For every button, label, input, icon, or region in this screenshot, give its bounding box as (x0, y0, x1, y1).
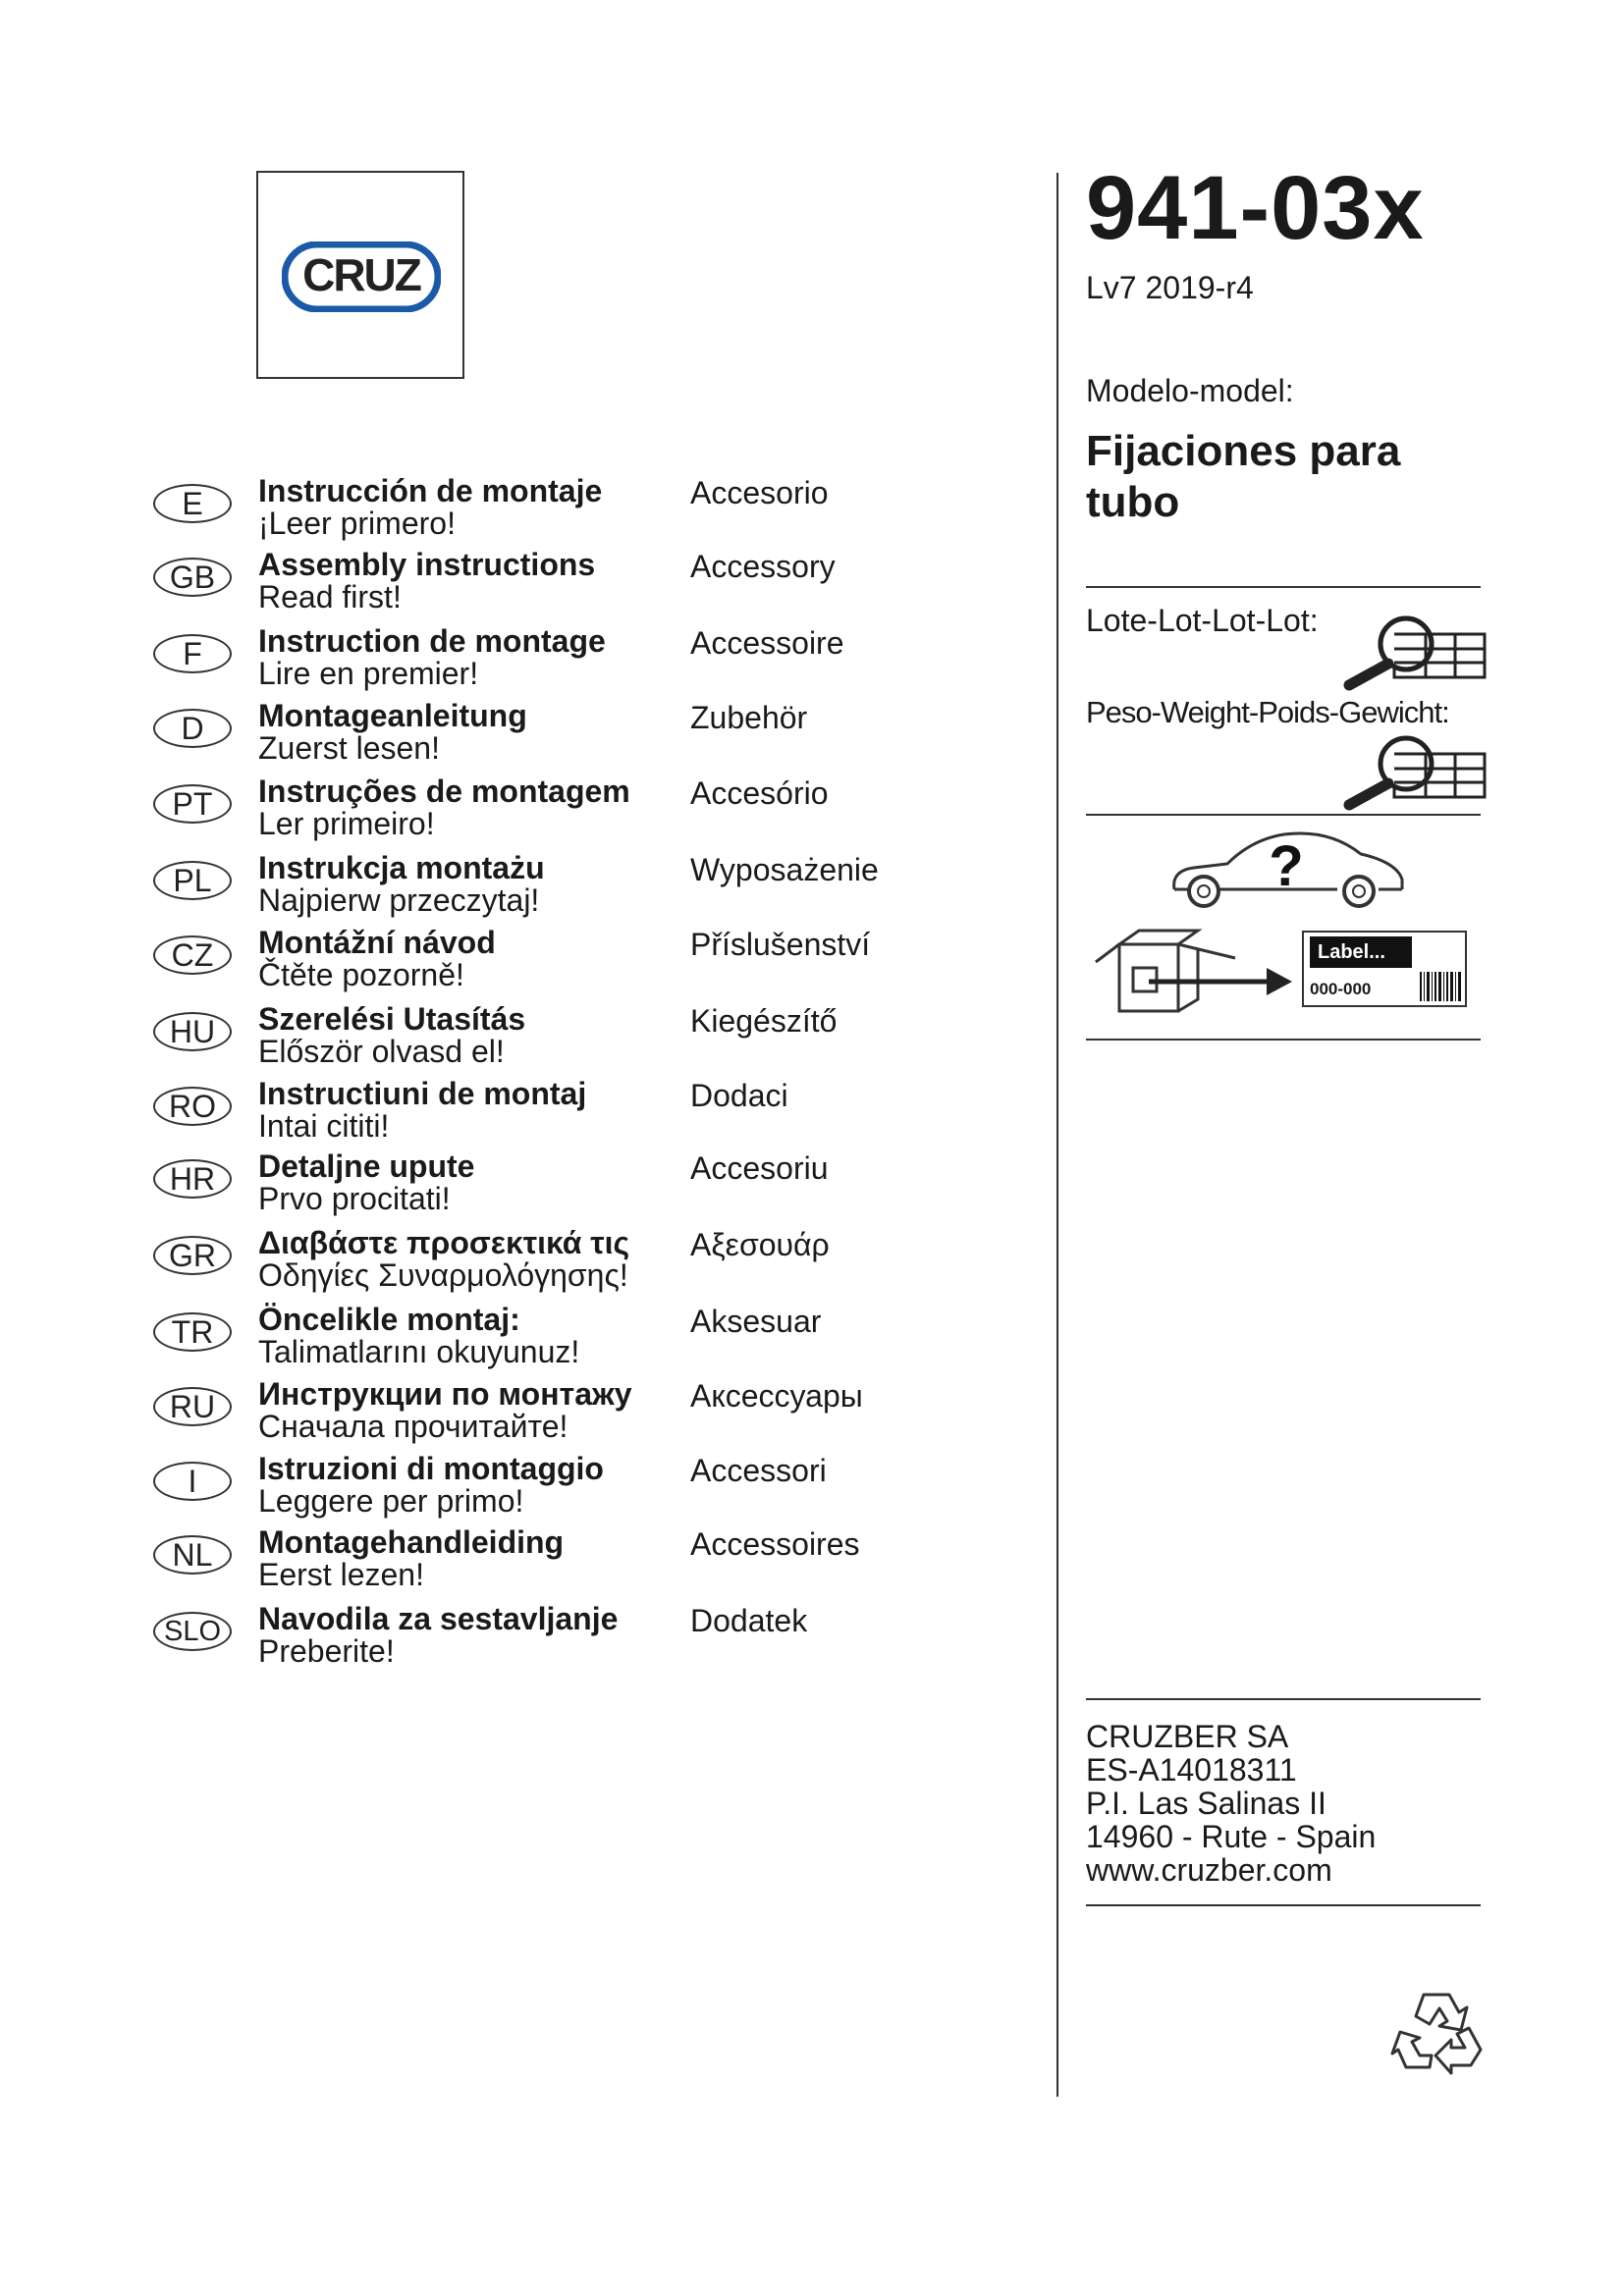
accessory-label: Accessori (690, 1453, 827, 1488)
product-name: Fijaciones para tubo (1086, 427, 1401, 526)
accessory-label: Accessory (690, 549, 836, 584)
weight-magnifier-icon (1337, 732, 1487, 811)
language-code-badge: RO (153, 1087, 232, 1126)
divider (1086, 1904, 1481, 1906)
language-row (147, 774, 933, 845)
language-code-badge: CZ (153, 935, 232, 975)
company-info (1086, 1720, 1376, 1887)
language-code-badge: E (153, 484, 232, 523)
instruction-title: Instrucción de montaje (258, 473, 603, 508)
accessory-label: Accesoriu (690, 1150, 829, 1186)
barcode-icon (1420, 972, 1463, 1001)
company-address-2: 14960 - Rute - Spain (1086, 1819, 1377, 1854)
instruction-title: Διαβάστε προσεκτικά τις (258, 1225, 630, 1260)
label-card-title: Label... (1310, 936, 1412, 968)
language-code-badge: PL (153, 861, 232, 900)
label-card (1302, 931, 1467, 1007)
logo-text: CRUZ (302, 249, 420, 300)
language-code-badge: TR (153, 1312, 232, 1352)
accessory-label: Wyposażenie (690, 852, 879, 887)
instruction-subtitle: Οδηγίες Συναρμολόγησης! (258, 1257, 628, 1293)
instruction-subtitle: Zuerst lesen! (258, 730, 440, 766)
instruction-title: Instrukcja montażu (258, 850, 545, 885)
accessory-label: Příslušenství (690, 927, 871, 962)
instruction-subtitle: ¡Leer primero! (258, 506, 456, 541)
recycle-icon (1390, 1985, 1483, 2077)
language-code-badge: HR (153, 1159, 232, 1199)
instruction-subtitle: Talimatlarını okuyunuz! (258, 1334, 580, 1369)
instruction-subtitle: Čtěte pozorně! (258, 957, 464, 992)
instruction-subtitle: Najpierw przeczytaj! (258, 882, 540, 918)
language-row (147, 1077, 933, 1148)
accessory-label: Kiegészítő (690, 1003, 838, 1039)
accessory-label: Аксессуары (690, 1378, 863, 1414)
version-label: Lv7 2019-r4 (1086, 270, 1254, 305)
instruction-title: Istruzioni di montaggio (258, 1451, 604, 1486)
instruction-subtitle: Leggere per primo! (258, 1483, 524, 1519)
instruction-title: Instruction de montage (258, 623, 606, 659)
instruction-title: Instructiuni de montaj (258, 1076, 587, 1111)
language-row (147, 548, 933, 618)
instruction-subtitle: Lire en premier! (258, 656, 479, 691)
instruction-subtitle: Ler primeiro! (258, 806, 435, 841)
language-row (147, 1602, 933, 1673)
instruction-title: Navodila za sestavljanje (258, 1601, 619, 1636)
instruction-title: Montážní návod (258, 925, 496, 960)
language-code-badge: NL (153, 1535, 232, 1575)
language-row (147, 474, 933, 545)
company-name: CRUZBER SA (1086, 1719, 1289, 1754)
language-code-badge: I (153, 1462, 232, 1501)
company-website: www.cruzber.com (1086, 1852, 1332, 1888)
accessory-label: Dodatek (690, 1603, 808, 1638)
instruction-subtitle: Először olvasd el! (258, 1034, 505, 1069)
model-label: Modelo-model: (1086, 373, 1294, 408)
language-row (147, 699, 933, 770)
instruction-title: Szerelési Utasítás (258, 1001, 526, 1037)
instruction-subtitle: Eerst lezen! (258, 1557, 424, 1592)
language-code-badge: D (153, 709, 232, 748)
question-mark: ? (1269, 834, 1304, 898)
lot-magnifier-icon (1337, 613, 1487, 691)
instruction-title: Инструкции по монтажу (258, 1376, 632, 1412)
language-row (147, 1452, 933, 1522)
language-row (147, 1002, 933, 1073)
accessory-label: Accesorio (690, 475, 829, 510)
model-number: 941-03x (1086, 158, 1425, 258)
divider (1086, 1039, 1481, 1041)
language-code-badge: HU (153, 1012, 232, 1051)
divider (1086, 814, 1481, 816)
language-row (147, 1525, 933, 1596)
language-code-badge: F (153, 634, 232, 673)
language-row (147, 926, 933, 996)
vertical-divider (1056, 173, 1058, 2097)
instruction-subtitle: Prvo procitati! (258, 1181, 451, 1216)
language-code-badge: PT (153, 784, 232, 824)
language-code-badge: RU (153, 1387, 232, 1426)
language-row (147, 624, 933, 695)
instruction-title: Montagehandleiding (258, 1524, 565, 1560)
instruction-title: Detaljne upute (258, 1148, 475, 1184)
accessory-label: Accessoire (690, 625, 844, 661)
instruction-subtitle: Preberite! (258, 1633, 395, 1669)
instruction-title: Montageanleitung (258, 698, 527, 733)
divider (1086, 586, 1481, 588)
language-code-badge: SLO (153, 1612, 232, 1651)
language-code-badge: GR (153, 1236, 232, 1275)
accessory-label: Dodaci (690, 1078, 788, 1113)
cruz-logo (282, 241, 441, 312)
accessory-label: Accesório (690, 775, 829, 811)
accessory-label: Accessoires (690, 1526, 860, 1562)
car-icon (1168, 825, 1408, 915)
weight-label: Peso-Weight-Poids-Gewicht: (1086, 695, 1449, 729)
company-address-1: P.I. Las Salinas II (1086, 1786, 1326, 1821)
language-row (147, 1149, 933, 1220)
language-code-badge: GB (153, 558, 232, 597)
language-row (147, 1303, 933, 1373)
instruction-subtitle: Read first! (258, 579, 402, 614)
company-vat: ES-A14018311 (1086, 1752, 1297, 1788)
accessory-label: Aksesuar (690, 1304, 822, 1339)
language-row (147, 851, 933, 922)
instruction-subtitle: Сначала прочитайте! (258, 1409, 568, 1444)
accessory-label: Zubehör (690, 700, 808, 735)
logo-frame (256, 171, 464, 379)
box-arrow-icon (1090, 921, 1296, 1017)
divider (1086, 1698, 1481, 1700)
instruction-title: Assembly instructions (258, 547, 596, 582)
instruction-title: Öncelikle montaj: (258, 1302, 520, 1337)
accessory-label: Αξεσουάρ (690, 1227, 830, 1262)
language-row (147, 1377, 933, 1448)
instruction-subtitle: Intai cititi! (258, 1108, 390, 1144)
instruction-title: Instruções de montagem (258, 774, 630, 809)
language-row (147, 1226, 933, 1297)
label-card-code: 000-000 (1310, 980, 1372, 998)
lot-label: Lote-Lot-Lot-Lot: (1086, 603, 1319, 638)
